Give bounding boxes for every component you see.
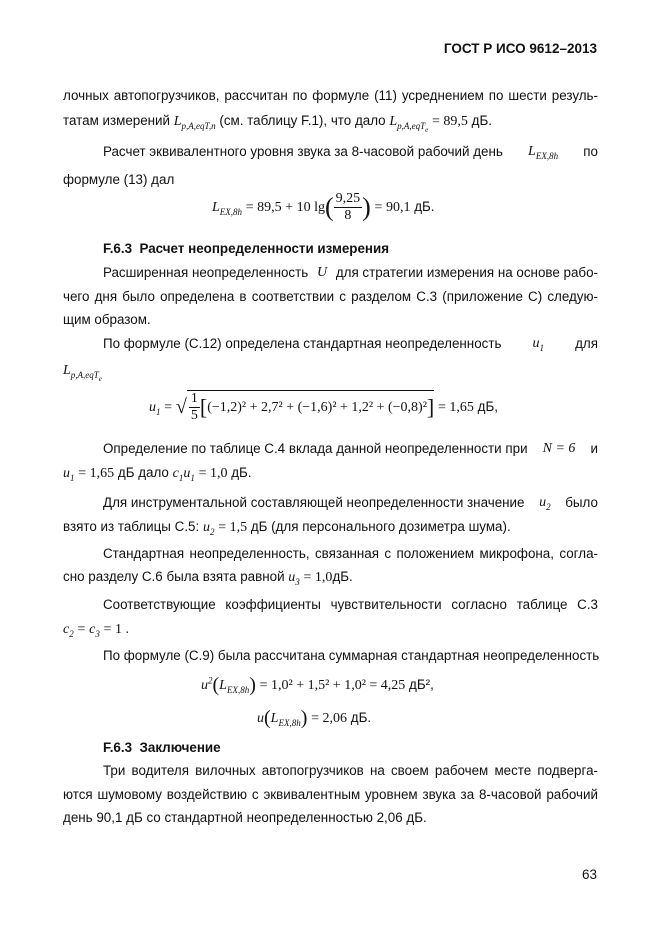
- formula-Lpn: $L_{p,A,eqT,n}$: [173, 114, 216, 131]
- symbol-u1: $u_1$: [532, 336, 545, 353]
- p6-line2: взято из таблицы С.5: $u_2 = 1,5$ дБ (для персонального дозиметра шума).: [63, 519, 511, 537]
- p10-line1: Три водителя вилочных автопогрузчиков на своем рабочем месте подверга-: [103, 763, 598, 778]
- section-heading-conclusion: F.6.3 Заключение: [103, 740, 221, 755]
- p10-line3: день 90,1 дБ со стандартной неопределенностью 2,06 дБ.: [63, 810, 427, 825]
- section-heading-uncertainty: F.6.3 Расчет неопределенности измерения: [103, 241, 390, 256]
- p2-text-a: Расчет эквивалентного уровня звука за 8-часовой рабочий день: [103, 144, 503, 159]
- p1-text-a: татам измерений: [63, 113, 171, 128]
- equation-u-squared: $u^2(L_{EX,8h}) = 1,0^2 + 1,5^2 + 1,0^2 = 4,25$ дБ²,: [201, 674, 434, 696]
- page-header: ГОСТ Р ИСО 9612–2013: [443, 41, 597, 56]
- p1-line2: [63, 113, 598, 134]
- p9-line1: По формуле (С.9) была рассчитана суммарная стандартная неопределенность: [103, 648, 600, 663]
- symbol-Lp: $L_{p,A,eqT_e}$: [63, 363, 102, 383]
- p2-text-b: по: [583, 144, 598, 159]
- p6-line1: Для инструментальной составляющей неопределенности значение $u_2$ было: [103, 495, 598, 512]
- symbol-U: U: [316, 265, 328, 280]
- p5-line1: Определение по таблице С.4 вклада данной неопределенности при N = 6 и: [103, 441, 598, 456]
- p3-line1: Расширенная неопределенность U для стратегии измерения на основе рабо-: [103, 265, 598, 280]
- sum-of-squares: (−1,2)² + 2,7² + (−1,6)² + 1,2² + (−0,8)²: [207, 400, 427, 416]
- p10-line2: ются шумовому воздействию с эквивалентным уровнем звука за 8-часовой рабочий: [63, 787, 598, 802]
- equation-u1: $u_1$ = √ $\frac{1}{5}$ [(−1,2)² + 2,7² + (−1,6)² + 1,2² + (−0,8)²] = 1,65 дБ,: [149, 391, 498, 423]
- p1-text-b: (см. таблицу F.1), что дало: [219, 113, 386, 128]
- p3-line3: щим образом.: [63, 312, 151, 327]
- p3-line2: чего дня было определена в соответствии с разделом С.3 (приложение С) следую-: [63, 289, 598, 304]
- p2-line1: [103, 144, 598, 160]
- p4-line1: По формуле (С.12) определена стандартная неопределенность $u_1$ для: [103, 336, 598, 353]
- p8-line2: $c_2 = c_3 = 1$ .: [63, 622, 129, 639]
- page-number: 63: [581, 867, 597, 882]
- value-89-5: = 89,5: [432, 114, 468, 129]
- equation-LEX: $L_{EX,8h} = 89,5 + 10$ lg( $\frac{9,25}{8}$ ) = 90,1 дБ.: [212, 191, 435, 223]
- equation-u: $u(L_{EX,8h}) = 2,06$ дБ.: [257, 707, 372, 729]
- p2-line2: формуле (13) дал: [63, 172, 175, 187]
- formula-LEX: $L_{EX,8h}$: [528, 144, 559, 161]
- fraction-9-25-8: $\frac{9,25}{8}$: [335, 191, 361, 223]
- p1-line1: лочных автопогрузчиков, рассчитан по формуле (11) усреднением по шести резуль-: [63, 88, 598, 103]
- symbol-N: N = 6: [542, 441, 576, 456]
- p8-line1: Соответствующие коэффициенты чувствительности согласно таблице С.3: [103, 597, 598, 612]
- symbol-u2: $u_2$: [539, 495, 551, 512]
- p7-line2: сно разделу С.6 была взята равной $u_3 = 1,0дБ$.: [63, 569, 353, 587]
- p5-line2: $u_1 = 1,65$ дБ дало $c_1u_1 = 1,0$ дБ.: [63, 465, 252, 483]
- p1-text-c: дБ.: [471, 113, 492, 128]
- formula-Lpe: $L_{p,A,eqT_e}$: [389, 114, 429, 134]
- p7-line1: Стандартная неопределенность, связанная с положением микрофона, согла-: [103, 546, 598, 561]
